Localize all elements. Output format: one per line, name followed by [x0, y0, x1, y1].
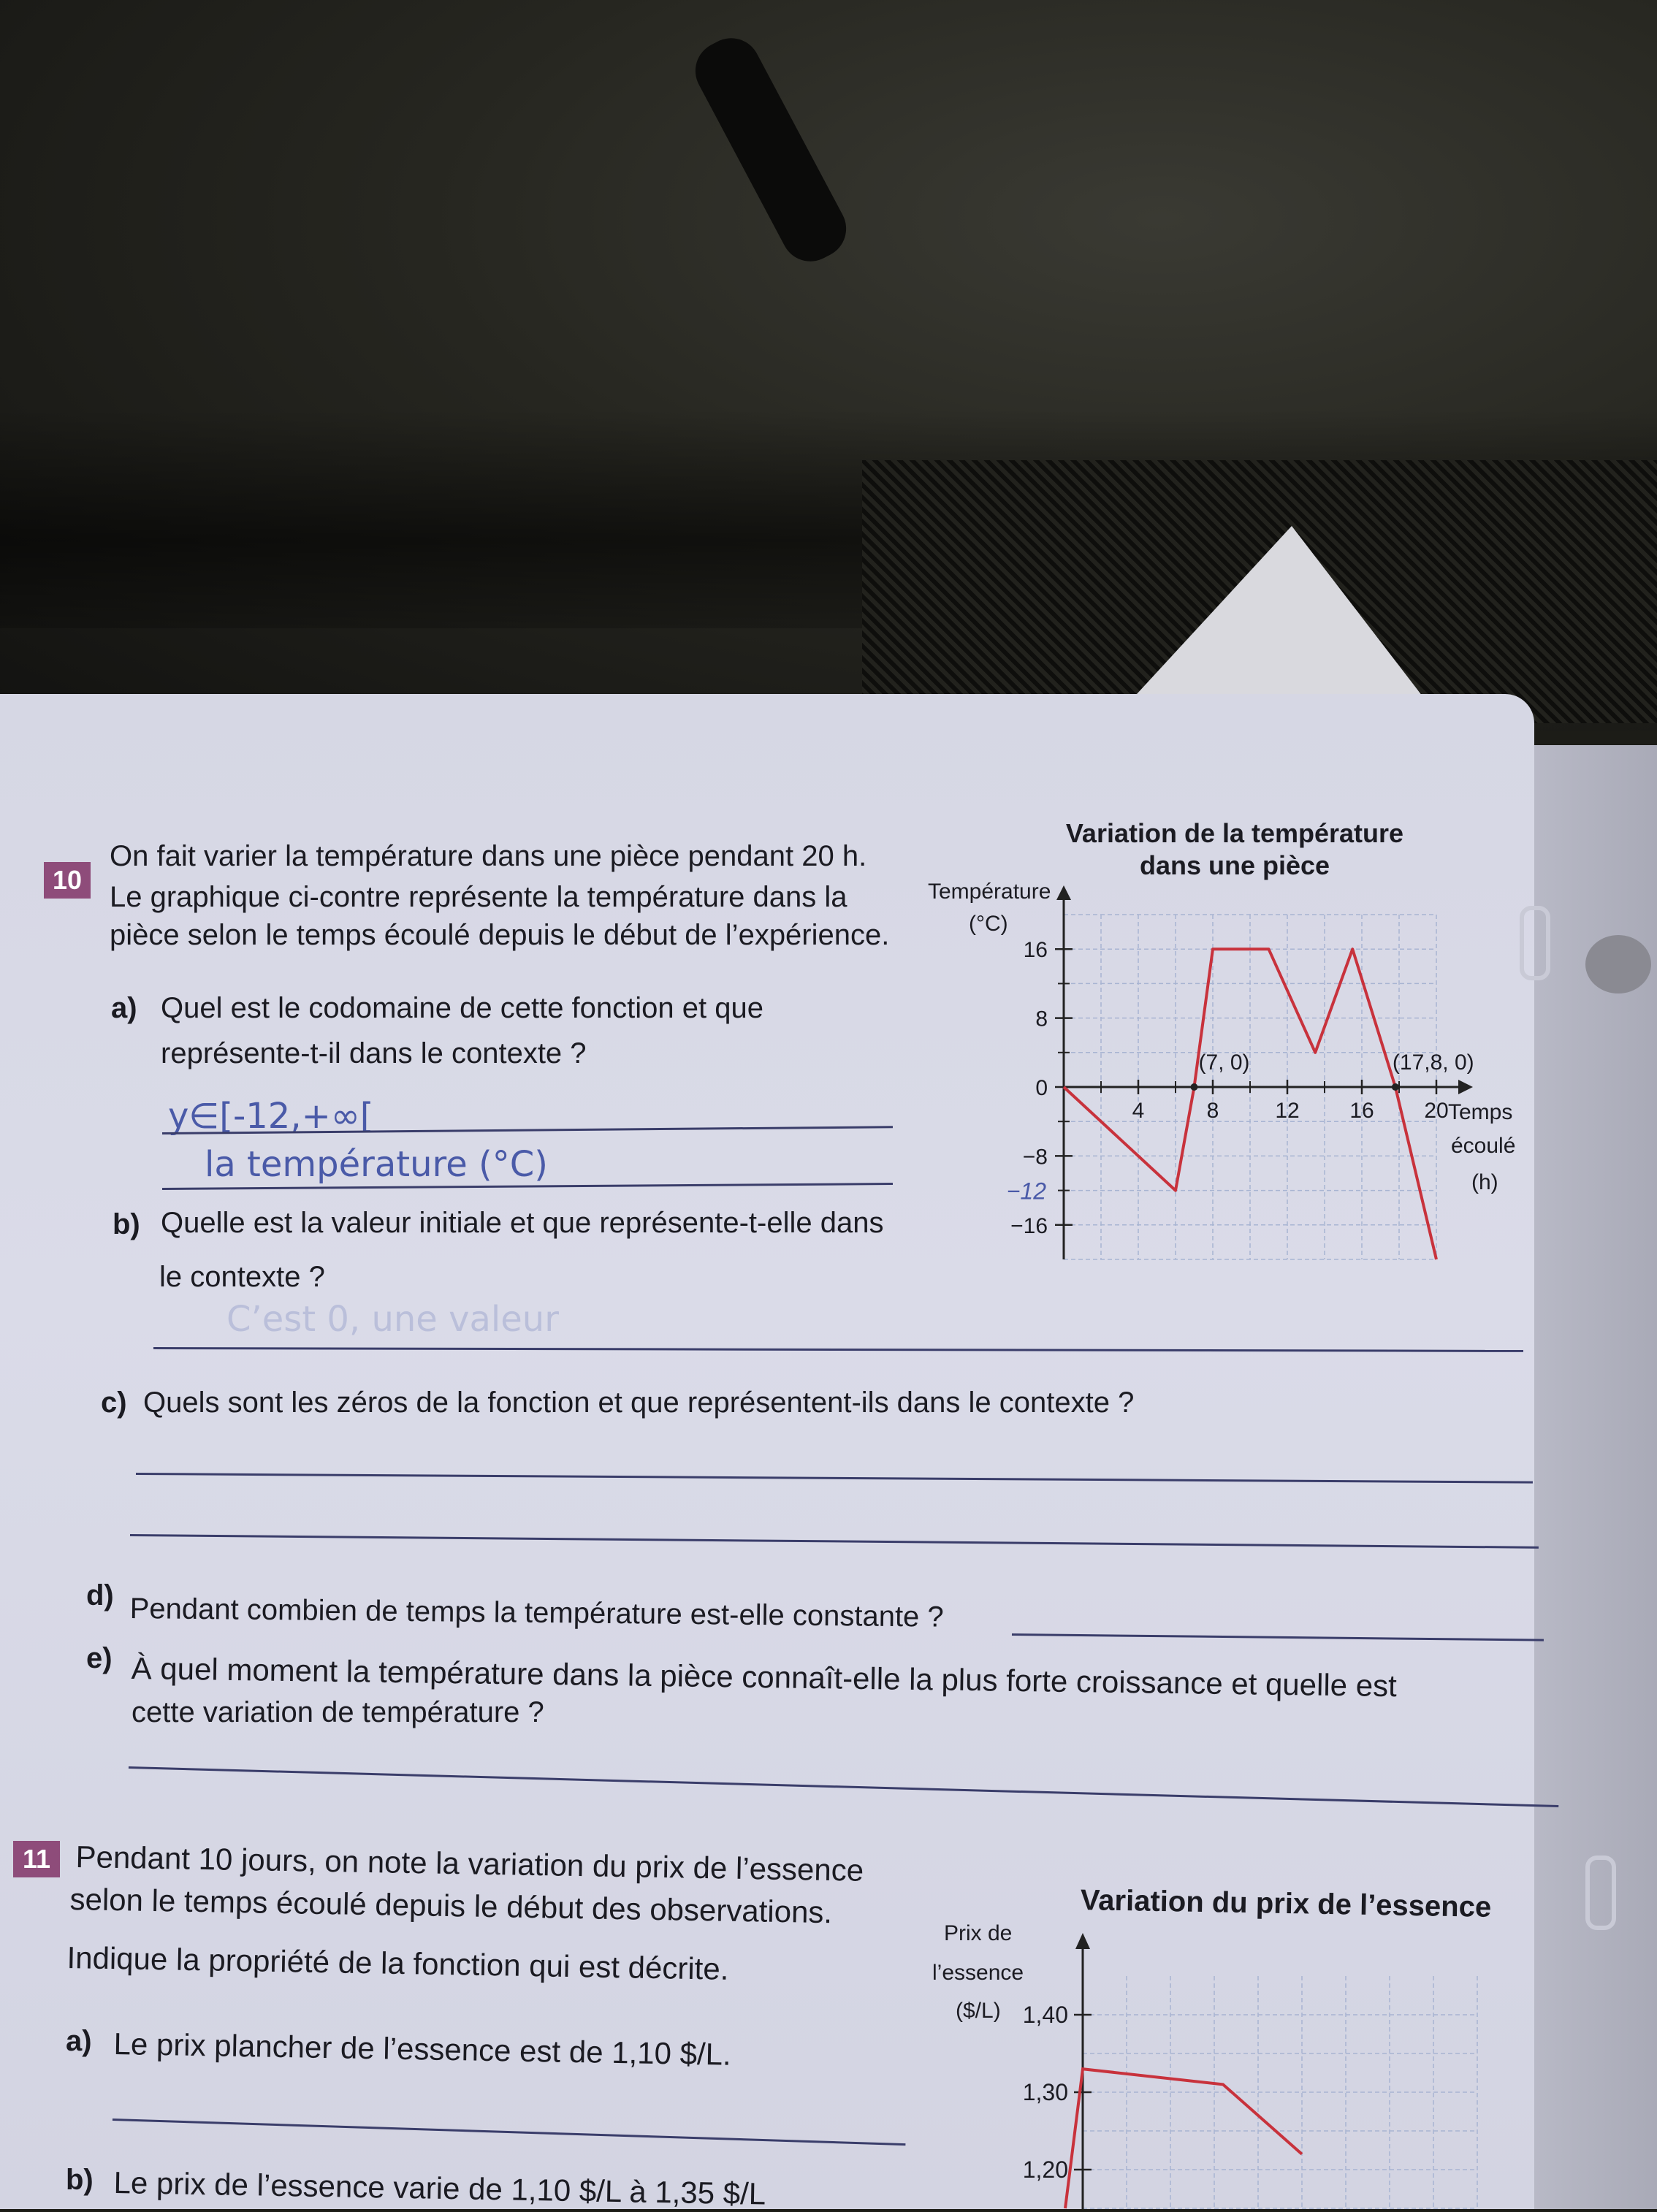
gas-price-chart — [1023, 1929, 1505, 2209]
x-tick-label: 16 — [1349, 1099, 1374, 1123]
temperature-x-label: écoulé — [1451, 1134, 1516, 1158]
question-d-text: Pendant combien de temps la température est-elle constante ? — [129, 1593, 944, 1633]
annotation-label: (7, 0) — [1198, 1050, 1250, 1075]
gas-y-label: l’essence — [932, 1961, 1024, 1985]
zero-point — [1191, 1083, 1198, 1091]
binder-ring — [1585, 1856, 1616, 1930]
temperature-y-unit: (°C) — [969, 912, 1008, 936]
y-tick-label: 1,30 — [1023, 2079, 1068, 2105]
question-e-label: e) — [86, 1642, 113, 1674]
y-axis-arrow — [1056, 885, 1071, 900]
problem-10-number: 10 — [44, 862, 91, 899]
problem-11-number: 11 — [13, 1841, 60, 1877]
question-a-text: représente-t-il dans le contexte ? — [161, 1037, 587, 1069]
binder-ring — [1520, 906, 1550, 980]
y-tick-label: −16 — [1010, 1213, 1048, 1238]
x-tick-label: 12 — [1275, 1099, 1300, 1123]
question-e-text: À quel moment la température dans la pièce connaît-elle la plus forte croissance et quelle est — [131, 1651, 1398, 1704]
question-c-label: c) — [101, 1387, 127, 1419]
problem-11-intro-line: selon le temps écoulé depuis le début des observations. — [69, 1882, 833, 1930]
question-a-text: Quel est le codomaine de cette fonction et que — [161, 992, 763, 1024]
problem-10-intro-line: pièce selon le temps écoulé depuis le début de l’expérience. — [110, 919, 890, 951]
x-tick-label: 4 — [1132, 1099, 1145, 1123]
temperature-y-label: Température — [928, 880, 1051, 904]
problem-11-instruction: Indique la propriété de la fonction qui est décrite. — [66, 1940, 729, 1986]
question-b-text: le contexte ? — [159, 1261, 325, 1293]
handwritten-tick-label: −12 — [1006, 1178, 1046, 1205]
binder-hole — [1585, 935, 1651, 994]
question-c-text: Quels sont les zéros de la fonction et que représentent-ils dans le contexte ? — [143, 1387, 1135, 1419]
temperature-chart-title-line: Variation de la température — [1065, 818, 1404, 848]
y-axis-arrow — [1075, 1933, 1090, 1949]
handwritten-answer-a2: la température (°C) — [205, 1144, 548, 1185]
question-a-label: a) — [111, 992, 137, 1024]
problem-11-a-label: a) — [66, 2025, 92, 2057]
question-b-label: b) — [113, 1208, 140, 1240]
x-axis-arrow — [1458, 1080, 1473, 1094]
gas-y-unit: ($/L) — [956, 1999, 1001, 2023]
problem-11-a-text: Le prix plancher de l’essence est de 1,10 $/L. — [113, 2026, 732, 2072]
temperature-chart — [979, 884, 1490, 1278]
problem-10-intro-line: On fait varier la température dans une pièce pendant 20 h. — [110, 840, 867, 872]
gas-price-series-line — [1065, 2069, 1302, 2208]
gas-chart-title: Variation du prix de l’essence — [1080, 1884, 1492, 1923]
temperature-x-unit: (h) — [1471, 1170, 1498, 1194]
erased-answer-b: C’est 0, une valeur — [226, 1299, 559, 1340]
x-tick-label: 20 — [1424, 1099, 1449, 1123]
y-tick-label: 1,20 — [1023, 2156, 1068, 2183]
problem-11-intro-line: Pendant 10 jours, on note la variation du prix de l’essence — [75, 1839, 864, 1888]
problem-10-intro-line: Le graphique ci-contre représente la température dans la — [110, 881, 847, 913]
temperature-chart-title-line: dans une pièce — [1139, 850, 1330, 880]
question-d-label: d) — [86, 1579, 114, 1612]
question-e-text: cette variation de température ? — [132, 1696, 544, 1728]
annotation-label: (17,8, 0) — [1392, 1050, 1474, 1075]
x-tick-label: 8 — [1206, 1099, 1219, 1123]
question-b-text: Quelle est la valeur initiale et que représente-t-elle dans — [161, 1207, 884, 1239]
y-tick-label: 16 — [1023, 938, 1048, 963]
y-tick-label: 1,40 — [1023, 2002, 1068, 2028]
y-tick-label: −8 — [1022, 1145, 1048, 1170]
handwritten-answer-a1: y∈[-12,+∞[ — [168, 1096, 374, 1137]
y-tick-label: 8 — [1035, 1007, 1048, 1031]
gas-y-label: Prix de — [944, 1921, 1013, 1945]
problem-11-b-label: b) — [66, 2164, 94, 2196]
problem-11-b-text: Le prix de l’essence varie de 1,10 $/L à 1,35 $/L — [113, 2165, 766, 2211]
zero-point — [1392, 1083, 1399, 1091]
temperature-x-label: Temps — [1448, 1100, 1513, 1124]
y-tick-label: 0 — [1035, 1076, 1048, 1100]
